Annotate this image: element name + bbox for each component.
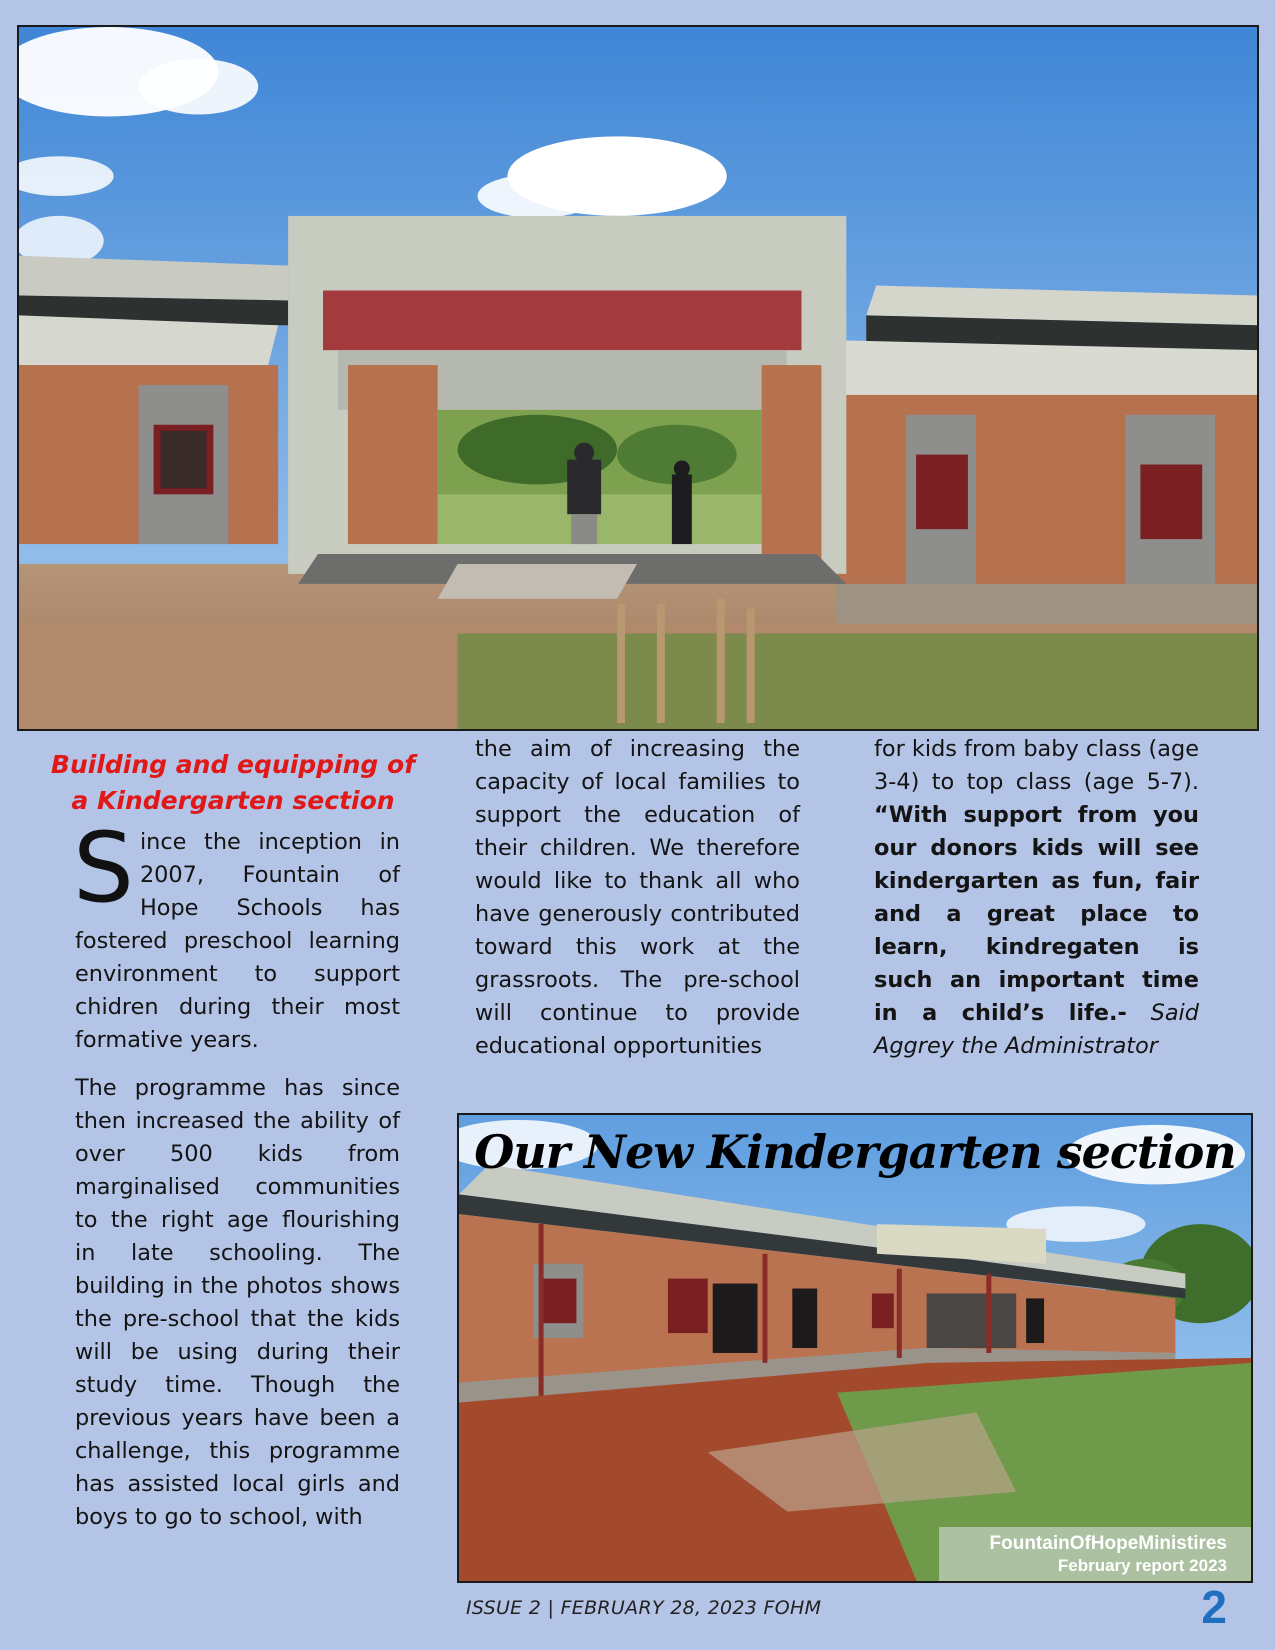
watermark xyxy=(939,1527,1251,1581)
column-3-plain-text: for kids from baby class (age 3-4) to top class (age 5-7). xyxy=(874,736,1199,795)
column-1-paragraph-2: The programme has since then increased the ability of over 500 kids from marginalised communities to the right age flourishing in late schooling. The building in the photos shows the pre-school that the kids will be using during their study time. Though the previous years have been a challenge, this programme has assisted local girls and boys to go to school, with xyxy=(75,1075,400,1530)
photo-title: Our New Kindergarten section xyxy=(474,1125,1236,1179)
article-column-2 xyxy=(475,733,800,1063)
kindergarten-building-image xyxy=(459,1115,1251,1581)
kindergarten-section-photo xyxy=(457,1113,1253,1583)
building-entrance-image xyxy=(19,27,1257,729)
column-3-paragraph xyxy=(874,733,1199,1063)
quote-attribution: Said Aggrey the Administrator xyxy=(874,1000,1199,1059)
watermark-line-1: FountainOfHopeMinistires xyxy=(989,1533,1227,1554)
column-2-paragraph: the aim of increasing the capacity of local families to support the education of their children. We therefore would like to thank all who have generously contributed toward this work at the grassroots. The pre-school will continue to provide educational opportunities xyxy=(475,736,800,1059)
article-column-3 xyxy=(874,733,1199,1063)
donor-quote: “With support from you our donors kids will see kindergarten as fun, fair and a great place to learn, kindregaten is such an important time in a child’s life.- xyxy=(874,802,1199,1026)
paragraph-1-text: ince the inception in 2007, Fountain of Hope Schools has fostered preschool learning environment to support chidren during their most formative years. xyxy=(75,829,400,1053)
footer-issue-line: ISSUE 2 | FEBRUARY 28, 2023 FOHM xyxy=(466,1597,822,1619)
watermark-line-2: February report 2023 xyxy=(1057,1556,1227,1575)
headline-line-1: Building and equipping of xyxy=(50,750,416,779)
article-column-1 xyxy=(73,812,400,1534)
headline-line-2: a Kindergarten section xyxy=(71,786,395,815)
column-1-paragraph-1 xyxy=(73,812,400,1057)
page-number: 2 xyxy=(1201,1581,1227,1633)
article-headline xyxy=(40,747,426,819)
drop-cap: S xyxy=(73,812,134,924)
top-building-photo xyxy=(17,25,1259,731)
